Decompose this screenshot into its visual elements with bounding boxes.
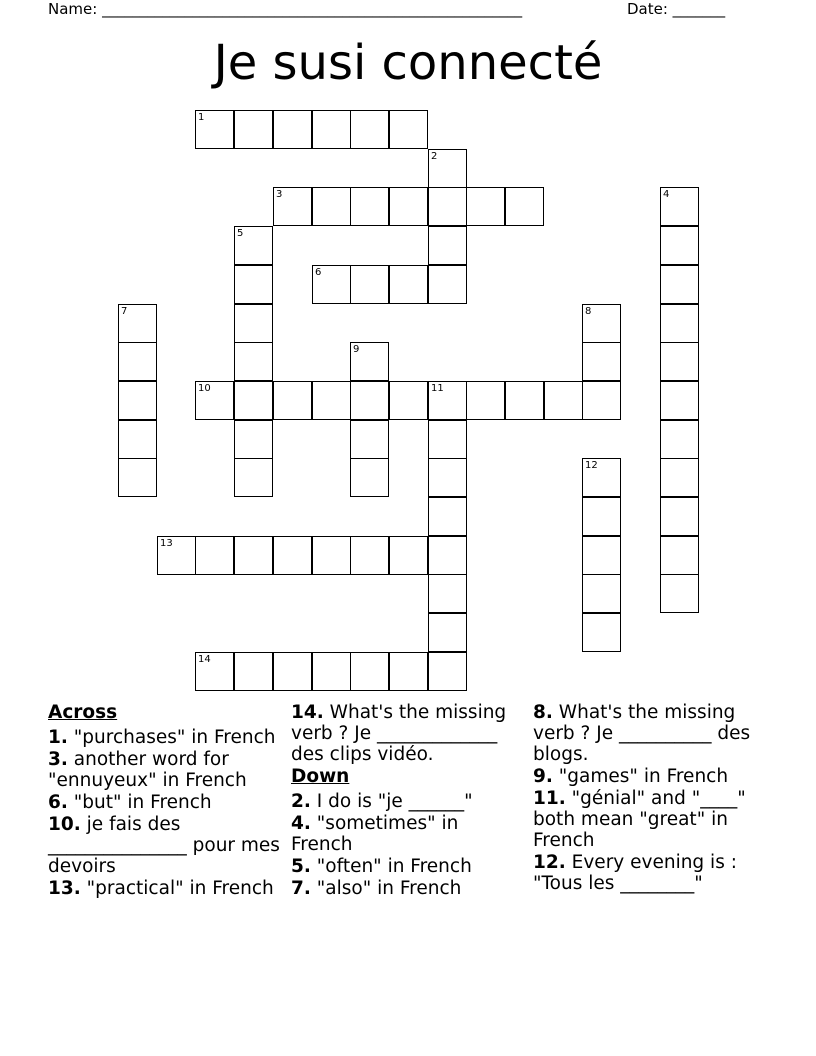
grid-cell[interactable] [195, 536, 234, 575]
grid-cell[interactable] [389, 381, 428, 420]
clue-text: je fais des _______________ pour mes devoirs [48, 814, 280, 877]
clue-number: 7. [291, 878, 311, 899]
clue-item [533, 702, 765, 765]
clues-column-3 [533, 702, 765, 895]
page-title: Je susi connecté [213, 35, 603, 91]
grid-cell[interactable] [350, 342, 389, 381]
clue-text: "often" in French [316, 856, 472, 877]
grid-cell[interactable] [582, 381, 621, 420]
clue-number: 9. [533, 766, 553, 787]
cell-number: 14 [198, 654, 211, 665]
clue-number: 3. [48, 749, 68, 770]
grid-cell[interactable] [350, 265, 389, 304]
cell-number: 7 [121, 306, 128, 317]
grid-cell[interactable] [428, 265, 467, 304]
down-heading: Down [291, 766, 350, 787]
grid-cell[interactable] [660, 342, 699, 381]
grid-cell[interactable] [389, 265, 428, 304]
grid-cell[interactable] [428, 381, 467, 420]
grid-cell[interactable] [118, 304, 157, 343]
grid-cell[interactable] [273, 110, 312, 149]
grid-cell[interactable] [389, 536, 428, 575]
grid-cell[interactable] [505, 381, 544, 420]
name-field: Name: ________________________________________________________ [48, 0, 523, 18]
cell-number: 4 [663, 189, 670, 200]
cell-number: 12 [585, 460, 598, 471]
clue-text: What's the missing verb ? Je __________ des blogs. [533, 702, 751, 765]
grid-cell[interactable] [234, 226, 273, 265]
grid-cell[interactable] [350, 110, 389, 149]
clue-item [291, 878, 523, 899]
grid-cell[interactable] [544, 381, 583, 420]
grid-cell[interactable] [582, 342, 621, 381]
across-heading: Across [48, 702, 118, 723]
clue-number: 6. [48, 792, 68, 813]
grid-cell[interactable] [234, 652, 273, 691]
grid-cell[interactable] [660, 574, 699, 613]
clue-item [48, 749, 280, 791]
grid-cell[interactable] [118, 342, 157, 381]
grid-cell[interactable] [234, 420, 273, 459]
cell-number: 5 [237, 228, 244, 239]
clue-text: "also" in French [316, 878, 462, 899]
grid-cell[interactable] [428, 187, 467, 226]
grid-cell[interactable] [273, 536, 312, 575]
clue-text: another word for "ennuyeux" in French [48, 749, 247, 791]
clue-text: "practical" in French [86, 878, 274, 899]
grid-cell[interactable] [195, 652, 234, 691]
grid-cell[interactable] [582, 574, 621, 613]
clue-text: "purchases" in French [73, 727, 276, 748]
grid-cell[interactable] [466, 381, 505, 420]
grid-cell[interactable] [660, 420, 699, 459]
grid-cell[interactable] [428, 574, 467, 613]
grid-cell[interactable] [350, 187, 389, 226]
clue-number: 11. [533, 788, 566, 809]
grid-cell[interactable] [312, 652, 351, 691]
cell-number: 13 [160, 538, 173, 549]
grid-cell[interactable] [428, 613, 467, 652]
cell-number: 8 [585, 306, 592, 317]
grid-cell[interactable] [582, 458, 621, 497]
grid-cell[interactable] [660, 536, 699, 575]
grid-cell[interactable] [312, 187, 351, 226]
grid-cell[interactable] [234, 110, 273, 149]
grid-cell[interactable] [660, 381, 699, 420]
grid-cell[interactable] [582, 536, 621, 575]
grid-cell[interactable] [234, 265, 273, 304]
clue-item [48, 727, 280, 748]
clue-text: "génial" and "____" both mean "great" in French [533, 788, 746, 851]
clue-text: I do is "je ______" [316, 791, 473, 812]
grid-cell[interactable] [660, 458, 699, 497]
grid-cell[interactable] [428, 497, 467, 536]
clue-number: 10. [48, 814, 81, 835]
clues-column-2 [291, 702, 523, 900]
cell-number: 10 [198, 383, 211, 394]
grid-cell[interactable] [157, 536, 196, 575]
grid-cell[interactable] [234, 342, 273, 381]
clue-item [48, 878, 280, 899]
grid-cell[interactable] [350, 420, 389, 459]
grid-cell[interactable] [350, 458, 389, 497]
grid-cell[interactable] [428, 226, 467, 265]
grid-cell[interactable] [234, 304, 273, 343]
cell-number: 2 [431, 151, 438, 162]
grid-cell[interactable] [350, 652, 389, 691]
clue-item [291, 791, 523, 812]
grid-cell[interactable] [660, 187, 699, 226]
grid-cell[interactable] [195, 110, 234, 149]
clue-text: "sometimes" in French [291, 813, 459, 855]
grid-cell[interactable] [118, 420, 157, 459]
grid-cell[interactable] [582, 497, 621, 536]
grid-cell[interactable] [350, 536, 389, 575]
grid-cell[interactable] [428, 149, 467, 188]
cell-number: 11 [431, 383, 444, 394]
cell-number: 6 [315, 267, 322, 278]
grid-cell[interactable] [195, 381, 234, 420]
clue-text: "but" in French [73, 792, 212, 813]
clue-text: What's the missing verb ? Je _____________ des clips vidéo. [291, 702, 507, 765]
clue-item [533, 788, 765, 851]
clue-text: Every evening is : "Tous les ________" [533, 852, 737, 894]
clue-item [48, 814, 280, 877]
grid-cell[interactable] [389, 652, 428, 691]
grid-cell[interactable] [350, 381, 389, 420]
grid-cell[interactable] [312, 265, 351, 304]
clue-item [48, 792, 280, 813]
grid-cell[interactable] [389, 110, 428, 149]
clue-number: 1. [48, 727, 68, 748]
grid-cell[interactable] [118, 458, 157, 497]
grid-cell[interactable] [428, 652, 467, 691]
date-field: Date: _______ [627, 0, 726, 18]
grid-cell[interactable] [505, 187, 544, 226]
grid-cell[interactable] [312, 110, 351, 149]
clue-item [291, 856, 523, 877]
grid-cell[interactable] [428, 458, 467, 497]
clue-number: 5. [291, 856, 311, 877]
clue-text: "games" in French [558, 766, 729, 787]
grid-cell[interactable] [273, 652, 312, 691]
clue-number: 4. [291, 813, 311, 834]
grid-cell[interactable] [234, 536, 273, 575]
cell-number: 3 [276, 189, 283, 200]
cell-number: 9 [353, 344, 360, 355]
clue-item [291, 813, 523, 855]
clue-number: 13. [48, 878, 81, 899]
grid-cell[interactable] [660, 497, 699, 536]
grid-cell[interactable] [273, 187, 312, 226]
grid-cell[interactable] [312, 536, 351, 575]
grid-cell[interactable] [428, 536, 467, 575]
grid-cell[interactable] [466, 187, 505, 226]
grid-cell[interactable] [234, 381, 273, 420]
grid-cell[interactable] [118, 381, 157, 420]
grid-cell[interactable] [660, 304, 699, 343]
clue-item [291, 702, 523, 765]
grid-cell[interactable] [428, 420, 467, 459]
grid-cell[interactable] [582, 304, 621, 343]
grid-cell[interactable] [660, 265, 699, 304]
clue-number: 8. [533, 702, 553, 723]
clues-column-1 [48, 702, 280, 900]
clue-item [533, 852, 765, 894]
grid-cell[interactable] [273, 381, 312, 420]
grid-cell[interactable] [582, 613, 621, 652]
clue-item [533, 766, 765, 787]
grid-cell[interactable] [234, 458, 273, 497]
clue-number: 14. [291, 702, 324, 723]
clue-number: 2. [291, 791, 311, 812]
grid-cell[interactable] [312, 381, 351, 420]
grid-cell[interactable] [389, 187, 428, 226]
cell-number: 1 [198, 112, 205, 123]
clue-number: 12. [533, 852, 566, 873]
grid-cell[interactable] [660, 226, 699, 265]
